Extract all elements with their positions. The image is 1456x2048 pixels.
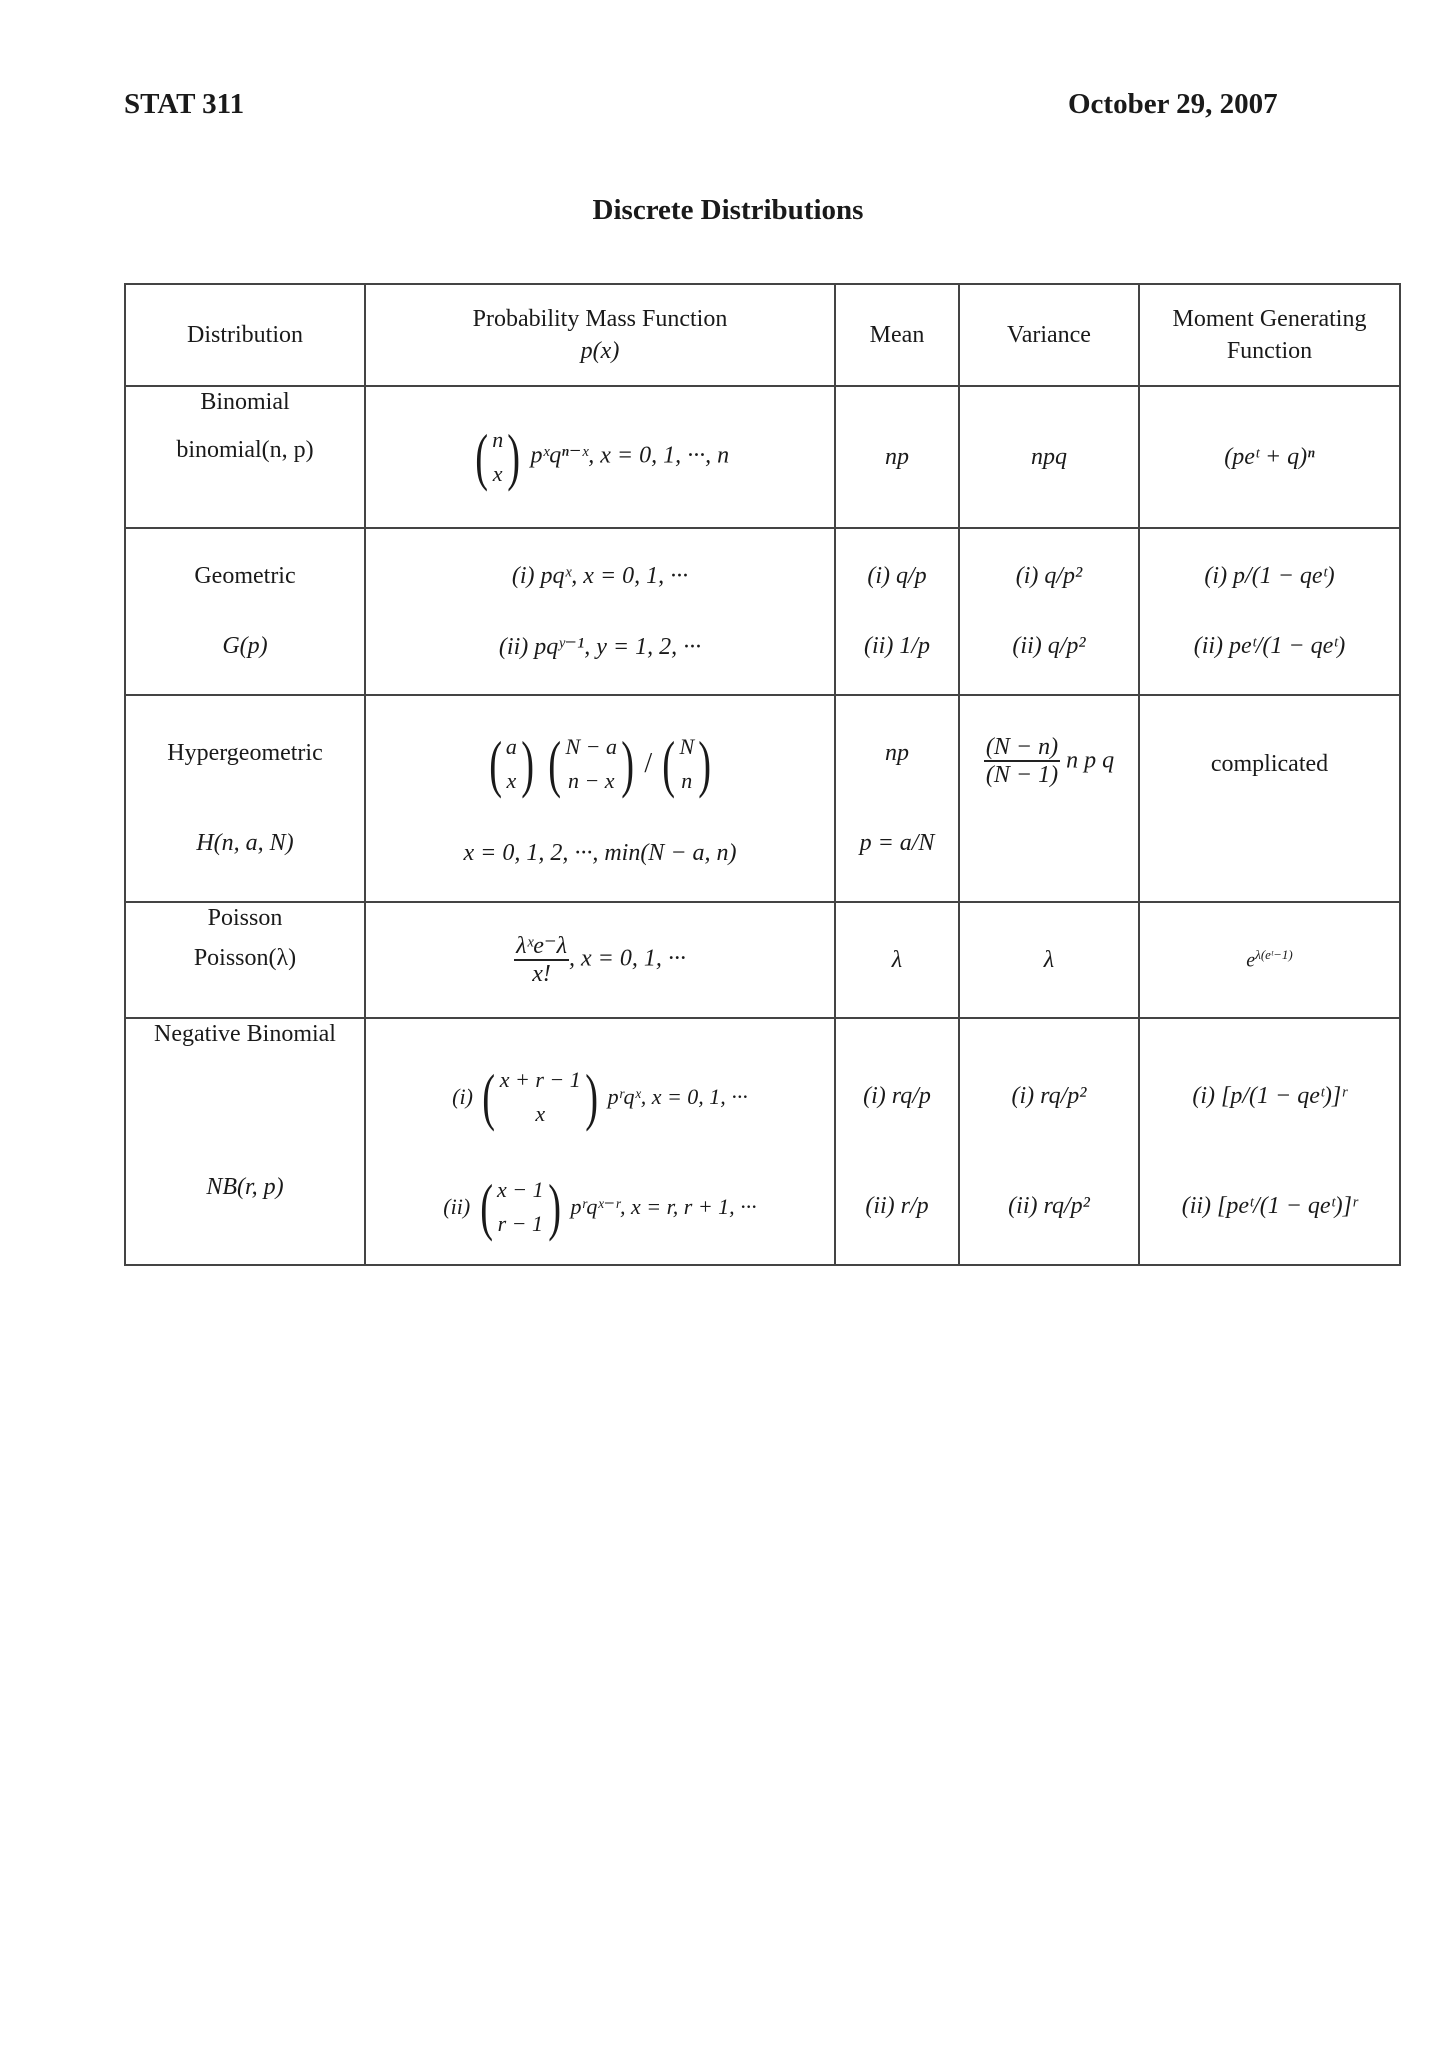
hyper-var-num: (N − n) xyxy=(985,734,1059,760)
cell-geometric-name xyxy=(125,528,365,695)
hyper-b2-top: N − a xyxy=(565,733,618,759)
cell-geometric-pmf xyxy=(365,528,835,695)
header-distribution xyxy=(125,284,365,386)
binomial-name: Binomial xyxy=(200,389,290,415)
cell-nb-pmf xyxy=(365,1018,835,1265)
binomial-coefficient: ( n x ) xyxy=(475,421,521,492)
header-mean-label: Mean xyxy=(869,322,925,348)
header-variance xyxy=(959,284,1139,386)
cell-hyper-name xyxy=(125,695,365,902)
header-mean xyxy=(835,284,959,386)
geometric-var-1: (i) q/p² xyxy=(1015,563,1083,589)
binomial-mgf: (peᵗ + q)ⁿ xyxy=(1139,386,1400,528)
header-mgf-label-1: Moment Generating xyxy=(1172,306,1367,332)
nb-mgf-2: (ii) [peᵗ/(1 − qeᵗ)]ʳ xyxy=(1181,1193,1358,1219)
table-header-row xyxy=(125,284,1400,386)
nb-pmf1-rest: pʳqˣ, x = 0, 1, ··· xyxy=(607,1083,748,1109)
binomial-variance: npq xyxy=(959,386,1139,528)
binomial-notation: binomial(n, p) xyxy=(176,437,314,463)
nb-mean-2: (ii) r/p xyxy=(865,1193,929,1219)
nb-b1-top: x + r − 1 xyxy=(499,1066,581,1092)
cell-nb-name xyxy=(125,1018,365,1265)
nb-notation: NB(r, p) xyxy=(206,1174,284,1200)
hyper-mean: np xyxy=(885,740,909,766)
nb-b2-top: x − 1 xyxy=(497,1176,544,1202)
binom-top: n xyxy=(492,427,504,452)
cell-poisson-pmf xyxy=(365,902,835,1018)
poisson-notation: Poisson(λ) xyxy=(193,945,297,971)
nb-b2-bottom: r − 1 xyxy=(497,1210,544,1236)
cell-geometric-mean xyxy=(835,528,959,695)
geometric-mgf-2: (ii) peᵗ/(1 − qeᵗ) xyxy=(1193,633,1346,659)
cell-hyper-pmf xyxy=(365,695,835,902)
hyper-support: x = 0, 1, 2, ···, min(N − a, n) xyxy=(463,840,737,867)
header-distribution-label: Distribution xyxy=(186,322,303,348)
nb-mean-1: (i) rq/p xyxy=(863,1083,931,1109)
hyper-mgf: complicated xyxy=(1210,751,1329,777)
hyper-slash: / xyxy=(644,747,653,779)
nb-pmf1-label: (i) xyxy=(452,1083,473,1109)
poisson-mgf xyxy=(1139,902,1400,1018)
geometric-mgf-1: (i) p/(1 − qeᵗ) xyxy=(1204,563,1335,589)
hyper-notation: H(n, a, N) xyxy=(196,830,294,856)
geometric-mean-1: (i) q/p xyxy=(867,563,927,589)
cell-binomial-pmf xyxy=(365,386,835,528)
nb-pmf-1 xyxy=(366,1060,834,1132)
hyper-name: Hypergeometric xyxy=(167,740,323,766)
nb-binom-1: ( x + r − 1 x ) xyxy=(482,1060,598,1132)
binomial-mean: np xyxy=(835,386,959,528)
cell-hyper-mgf xyxy=(1139,695,1400,902)
cell-geometric-variance xyxy=(959,528,1139,695)
cell-nb-mgf xyxy=(1139,1018,1400,1265)
header-pmf xyxy=(365,284,835,386)
geometric-pmf-1: (i) pqˣ, x = 0, 1, ··· xyxy=(511,562,689,589)
header-pmf-label: Probability Mass Function xyxy=(472,306,728,332)
hyper-var-rest: n p q xyxy=(1066,747,1115,774)
row-geometric xyxy=(125,528,1400,695)
binom-bottom: x xyxy=(492,461,503,486)
poisson-pmf-rest: , x = 0, 1, ··· xyxy=(569,945,686,972)
poisson-pmf-den: x! xyxy=(532,961,551,987)
nb-pmf2-label: (ii) xyxy=(443,1193,471,1219)
geometric-name: Geometric xyxy=(194,563,296,589)
binomial-pmf: pˣqⁿ⁻ˣ, x = 0, 1, ···, n xyxy=(530,442,730,469)
header-pmf-symbol: p(x) xyxy=(580,338,620,364)
hyper-variance xyxy=(960,734,1138,788)
header-mgf xyxy=(1139,284,1400,386)
nb-pmf-2 xyxy=(366,1170,834,1242)
poisson-pmf-num: λˣe⁻λ xyxy=(516,933,568,959)
nb-var-1: (i) rq/p² xyxy=(1011,1083,1087,1109)
hyper-b2-bottom: n − x xyxy=(567,767,615,793)
hyper-binom-2: ( N − a n − x ) xyxy=(548,727,635,799)
nb-name: Negative Binomial xyxy=(154,1021,336,1047)
hyper-binomials xyxy=(366,727,834,799)
nb-binom-2: ( x − 1 r − 1 ) xyxy=(479,1170,561,1242)
course-label: STAT 311 xyxy=(124,88,245,120)
nb-var-2: (ii) rq/p² xyxy=(1008,1193,1090,1219)
cell-geometric-mgf xyxy=(1139,528,1400,695)
poisson-mgf-base: e xyxy=(1246,949,1256,972)
hyper-var-den: (N − 1) xyxy=(985,762,1059,788)
row-poisson xyxy=(125,902,1400,1018)
cell-poisson-name xyxy=(125,902,365,1018)
poisson-mean: λ xyxy=(835,902,959,1018)
cell-hyper-variance xyxy=(959,695,1139,902)
nb-b1-bottom: x xyxy=(535,1100,546,1126)
geometric-mean-2: (ii) 1/p xyxy=(864,633,930,659)
page-title: Discrete Distributions xyxy=(592,194,864,226)
row-hypergeometric xyxy=(125,695,1400,902)
hyper-b1-bottom: x xyxy=(506,767,517,793)
date-label: October 29, 2007 xyxy=(1068,88,1278,120)
nb-mgf-1: (i) [p/(1 − qeᵗ)]ʳ xyxy=(1192,1083,1347,1109)
poisson-variance: λ xyxy=(959,902,1139,1018)
cell-nb-mean xyxy=(835,1018,959,1265)
poisson-mgf-exponent: λ(eᵗ−1) xyxy=(1255,947,1293,963)
row-binomial xyxy=(125,386,1400,528)
geometric-notation: G(p) xyxy=(222,633,268,659)
cell-hyper-mean xyxy=(835,695,959,902)
hyper-binom-3: ( N n ) xyxy=(662,727,712,799)
nb-pmf2-rest: pʳqˣ⁻ʳ, x = r, r + 1, ··· xyxy=(570,1193,757,1219)
row-negative-binomial xyxy=(125,1018,1400,1265)
distribution-table xyxy=(124,283,1401,1266)
geometric-var-2: (ii) q/p² xyxy=(1012,633,1086,659)
hyper-b1-top: a xyxy=(505,733,517,759)
header-variance-label: Variance xyxy=(1007,322,1091,348)
hyper-binom-1: ( a x ) xyxy=(488,727,534,799)
cell-nb-variance xyxy=(959,1018,1139,1265)
geometric-pmf-2: (ii) pqʸ⁻¹, y = 1, 2, ··· xyxy=(498,633,702,660)
header-mgf-label-2: Function xyxy=(1226,338,1313,364)
hyper-mean-note: p = a/N xyxy=(859,830,935,856)
cell-binomial-name xyxy=(125,386,365,528)
hyper-b3-bottom: n xyxy=(681,767,693,793)
poisson-name: Poisson xyxy=(207,905,283,931)
hyper-b3-top: N xyxy=(679,733,695,759)
